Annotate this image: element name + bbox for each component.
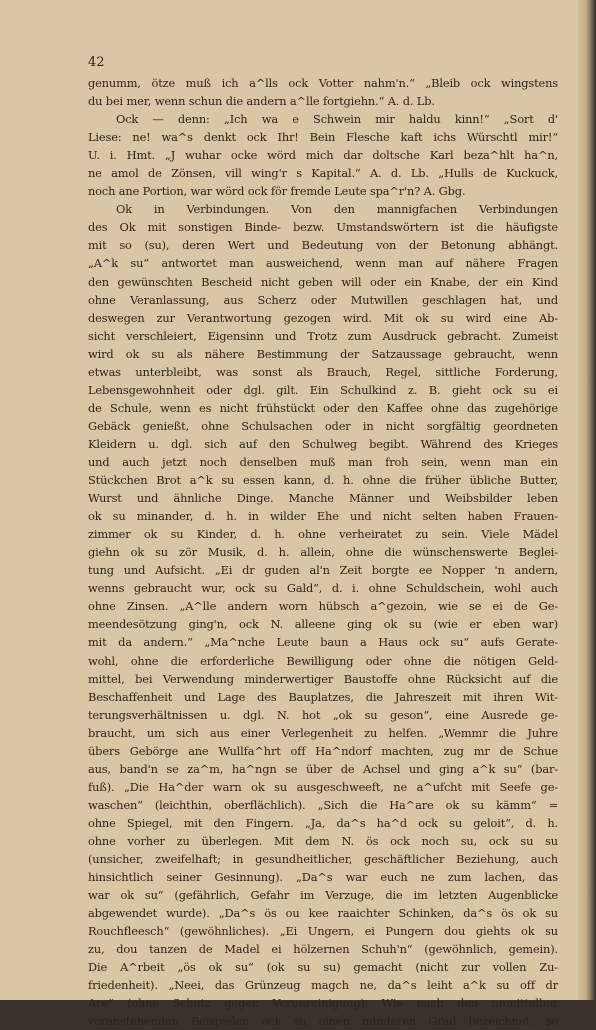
text-line: friedenheit). „Neei, das Grünzeug magch ne, da^s leiht a^k su off dr <box>88 978 558 993</box>
text-line: deswegen zur Verantwortung gezogen wird. Mit ok su wird eine Ab- <box>88 310 558 325</box>
text-line: Beschaffenheit und Lage des Bauplatzes, die Jahreszeit mit ihren Wit- <box>88 689 558 704</box>
text-line: mit so (su), deren Wert und Bedeutung von der Betonung abhängt. <box>88 238 558 253</box>
text-line: wohl, ohne die erforderliche Bewilligung oder ohne die nötigen Geld- <box>88 653 558 668</box>
text-line: tung und Aufsicht. „Ei dr guden al'n Zeit borgte ee Nopper 'n andern, <box>88 563 558 578</box>
text-line: braucht, um sich aus einer Verlegenheit zu helfen. „Wemmr die Juhre <box>88 725 558 740</box>
text-line: sicht verschleiert, Eigensinn und Trotz zum Ausdruck gebracht. Zumeist <box>88 328 558 343</box>
text-line: ohne Veranlassung, aus Scherz oder Mutwillen geschlagen hat, und <box>88 292 558 307</box>
text-line: des Ok mit sonstigen Binde- bezw. Umstandswörtern ist die häufigste <box>88 220 558 235</box>
text-line: war ok su“ (gefährlich, Gefahr im Verzuge, die im letzten Augenblicke <box>88 888 558 903</box>
text-line: du bei mer, wenn schun die andern a^lle fortgiehn.“ A. d. Lb. <box>88 94 435 109</box>
text-line: mit da andern.“ „Ma^nche Leute baun a Haus ock su“ aufs Gerate- <box>88 635 558 650</box>
text-line: den gewünschten Bescheid nicht geben will oder ein Knabe, der ein Kind <box>88 274 558 289</box>
text-line: zu, dou tanzen de Madel ei hölzernen Schuh'n“ (gewöhnlich, gemein). <box>88 942 558 957</box>
text-line: wenns gebraucht wur, ock su Gald“, d. i. ohne Schuldschein, wohl auch <box>88 581 558 596</box>
text-line: Die A^rbeit „ös ok su“ (ok su su) gemacht (nicht zur vollen Zu- <box>88 960 558 975</box>
book-spine-shadow <box>578 0 596 1000</box>
page-text-block <box>88 54 558 1030</box>
text-line: waschen“ (leichthin, oberflächlich). „Sich die Ha^are ok su kämm“ = <box>88 797 558 812</box>
text-line: übers Gebörge ane Wullfa^hrt off Ha^ndorf machten, zug mr de Schue <box>88 743 558 758</box>
text-line: terungsverhältnissen u. dgl. N. hot „ok su geson“, eine Ausrede ge- <box>88 707 558 722</box>
text-line: Wurst und ähnliche Dinge. Manche Männer und Weibsbilder leben <box>88 491 558 506</box>
text-line: ohne Spiegel, mit den Fingern. „Ja, da^s ha^d ock su geloit“, d. h. <box>88 815 558 830</box>
text-line: abgewendet wurde). „Da^s ös ou kee raaichter Schinken, da^s ös ok su <box>88 906 558 921</box>
text-line: ok su minander, d. h. in wilder Ehe und nicht selten haben Frauen- <box>88 509 558 524</box>
text-line: Kleidern u. dgl. sich auf den Schulweg begibt. Während des Krieges <box>88 436 558 451</box>
text-line: giehn ok su zör Musik, d. h. allein, ohne die wünschenswerte Beglei- <box>88 545 558 560</box>
text-line: Are“ (ohne Schutz gegen Verunreinigung). Wie nach den unmittelbar <box>88 996 558 1011</box>
text-line: Stückchen Brot a^k su essen kann, d. h. ohne die früher übliche Butter, <box>88 473 558 488</box>
text-line: etwas unterbleibt, was sonst als Brauch, Regel, sittliche Forderung, <box>88 364 558 379</box>
text-line: mittel, bei Verwendung minderwertiger Baustoffe ohne Rücksicht auf die <box>88 671 558 686</box>
text-line: ohne vorher zu überlegen. Mit dem N. ös ock noch su, ock su su <box>88 833 558 848</box>
text-line: hinsichtlich seiner Gesinnung). „Da^s war euch ne zum lachen, das <box>88 870 558 885</box>
text-line: noch ane Portion, war wörd ock för fremde Leute spa^r'n? A. Gbg. <box>88 184 466 199</box>
text-line: Rouchfleesch“ (gewöhnliches). „Ei Ungern, ei Pungern dou giehts ok su <box>88 924 558 939</box>
text-line: aus, band'n se za^m, ha^ngn se über de Achsel und ging a^k su“ (bar- <box>88 761 558 776</box>
text-line: Gebäck genießt, ohne Schulsachen oder in nicht sorgfältig geordneten <box>88 418 558 433</box>
text-line: Ok in Verbindungen. Von den mannigfachen Verbindungen <box>116 202 558 217</box>
text-line: und auch jetzt noch denselben muß man froh sein, wenn man ein <box>88 454 558 469</box>
text-line: voranstehenden Beispielen ock su einen minderen Grad bezeichnet, so <box>88 1014 558 1029</box>
text-line: „A^k su“ antwortet man ausweichend, wenn man auf nähere Fragen <box>88 256 558 271</box>
text-line: fuß). „Die Ha^der warn ok su ausgeschweeft, ne a^ufcht mit Seefe ge- <box>88 779 558 794</box>
text-line: (unsicher, zweifelhaft; in gesundheitlicher, geschäftlicher Beziehung, auch <box>88 852 558 867</box>
text-line: ohne Zinsen. „A^lle andern worn hübsch a^gezoin, wie se ei de Ge- <box>88 599 558 614</box>
text-line: meendesötzung ging'n, ock N. alleene ging ok su (wie er eben war) <box>88 617 558 632</box>
text-line: Ock — denn: „Ich wa e Schwein mir haldu kinn!“ „Sort d' <box>116 112 558 127</box>
text-line: wird ok su als nähere Bestimmung der Satzaussage gebraucht, wenn <box>88 346 558 361</box>
text-line: Liese: ne! wa^s denkt ock Ihr! Bein Flesche kaft ichs Würschtl mir!“ <box>88 130 558 145</box>
text-body <box>88 74 558 1030</box>
page-number: 42 <box>88 55 105 70</box>
text-line: genumm, ötze muß ich a^lls ock Votter nahm'n.“ „Bleib ock wingstens <box>88 76 558 90</box>
text-line: ne amol de Zönsen, vill wing'r s Kapital.“ A. d. Lb. „Hulls de Kuckuck, <box>88 166 558 181</box>
text-line: U. i. Hmt. „J wuhar ocke wörd mich dar doltsche Karl beza^hlt ha^n, <box>88 148 558 163</box>
text-line: zimmer ok su Kinder, d. h. ohne verheiratet zu sein. Viele Mädel <box>88 527 558 542</box>
text-line: de Schule, wenn es nicht frühstückt oder den Kaffee ohne das zugehörige <box>88 400 558 415</box>
text-line: Lebensgewohnheit oder dgl. gilt. Ein Schulkind z. B. gieht ock su ei <box>88 382 558 397</box>
